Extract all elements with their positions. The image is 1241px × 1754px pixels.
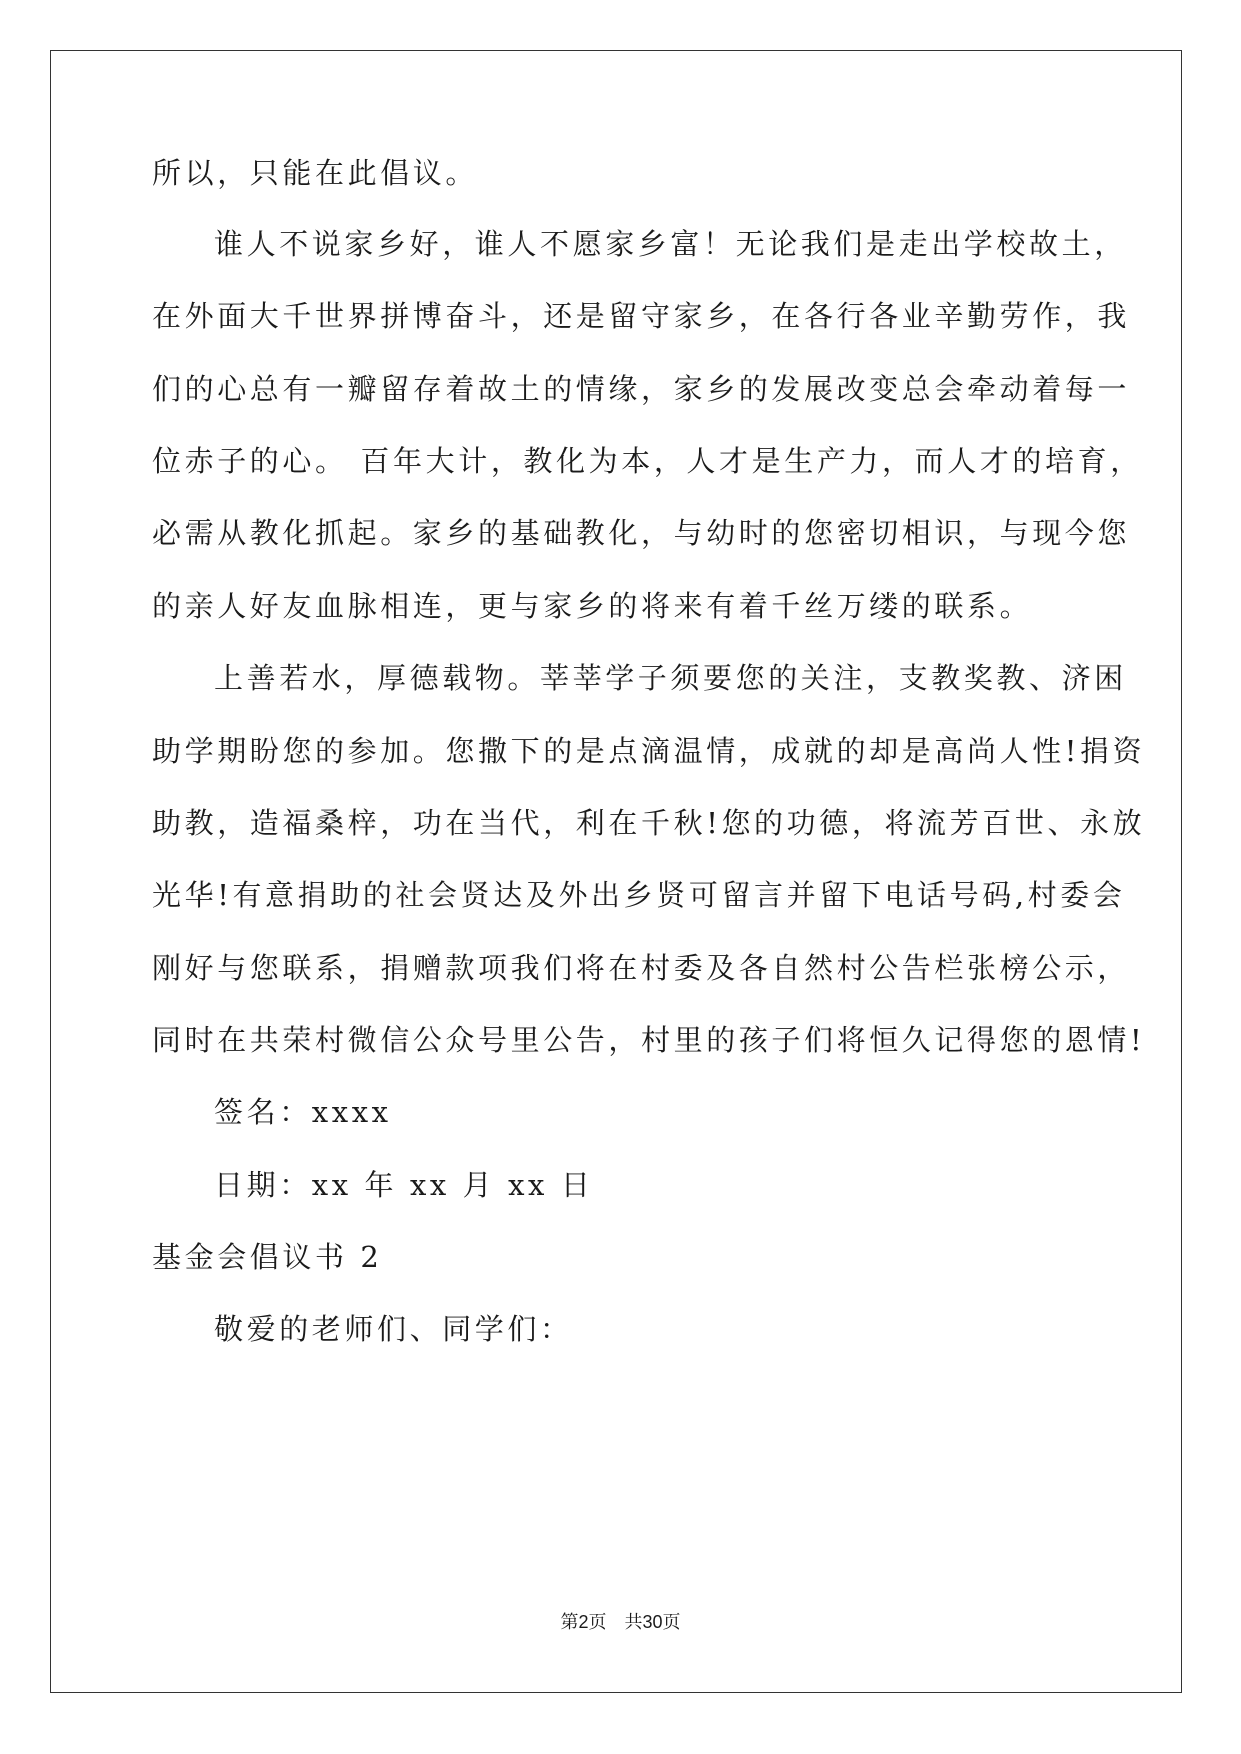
page-label-prefix: 第 (560, 1612, 579, 1633)
text-line: 位赤子的心。 百年大计，教化为本，人才是生产力，而人才的培育， (152, 444, 1143, 478)
page-footer (0, 1610, 1241, 1635)
text-line: 谁人不说家乡好，谁人不愿家乡富！无论我们是走出学校故土， (214, 227, 1127, 261)
text-line: 同时在共荣村微信公众号里公告，村里的孩子们将恒久记得您的恩情! (152, 1023, 1146, 1057)
text-line: 光华!有意捐助的社会贤达及外出乡贤可留言并留下电话号码,村委会 (152, 878, 1126, 912)
page-current: 2 (578, 1612, 589, 1632)
section-heading: 基金会倡议书 2 (152, 1240, 383, 1274)
text-line: 助学期盼您的参加。您撒下的是点滴温情，成就的却是高尚人性!捐资 (152, 734, 1146, 768)
text-line: 们的心总有一瓣留存着故土的情缘，家乡的发展改变总会牵动着每一 (152, 372, 1131, 406)
page-label-mid: 页 共 (588, 1612, 643, 1633)
page-frame (50, 50, 1182, 1693)
text-line: 刚好与您联系，捐赠款项我们将在村委及各自然村公告栏张榜公示， (152, 951, 1131, 985)
text-line: 在外面大千世界拼博奋斗，还是留守家乡，在各行各业辛勤劳作，我 (152, 299, 1131, 333)
page-label-suffix: 页 (662, 1612, 681, 1633)
text-line: 上善若水，厚德载物。莘莘学子须要您的关注，支教奖教、济困 (214, 661, 1127, 695)
text-line: 所以，只能在此倡议。 (152, 156, 479, 190)
signature-line: 签名：xxxx (214, 1095, 392, 1129)
text-line: 必需从教化抓起。家乡的基础教化，与幼时的您密切相识，与现今您 (152, 516, 1131, 550)
text-line: 助教，造福桑梓，功在当代，利在千秋!您的功德，将流芳百世、永放 (152, 806, 1146, 840)
page-total: 30 (642, 1612, 663, 1632)
date-line: 日期：xx 年 xx 月 xx 日 (214, 1168, 594, 1202)
text-line: 的亲人好友血脉相连，更与家乡的将来有着千丝万缕的联系。 (152, 589, 1033, 623)
salutation-line: 敬爱的老师们、同学们： (214, 1312, 573, 1346)
